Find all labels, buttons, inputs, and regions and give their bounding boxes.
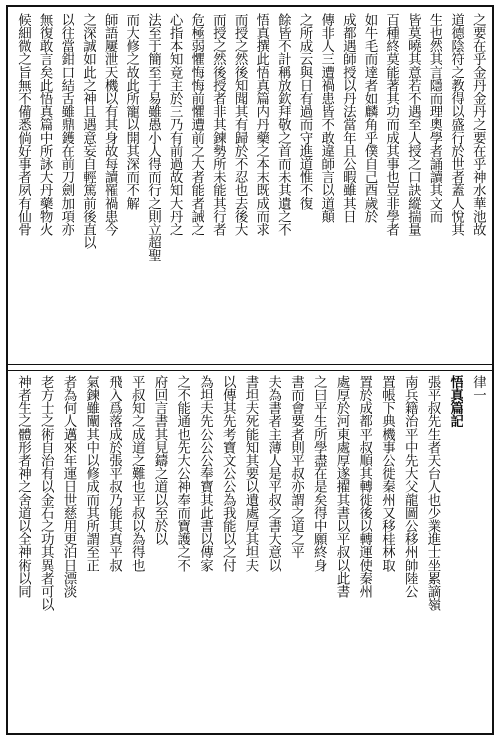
text-column: 以往當鉗口結舌雖鼎鑊在前刀劍加項亦 bbox=[58, 13, 75, 236]
text-column: 夫為書者主薄人是平叔之書大意以 bbox=[265, 375, 282, 572]
text-column: 生也然其言隱而理奧學者誦讀其文而 bbox=[426, 13, 443, 223]
text-column: 書坦夫死能知其要以遺處厚其坦夫 bbox=[242, 375, 259, 572]
text-column: 師語屢泄天機以有其身故每讀罹禍患今 bbox=[101, 13, 118, 236]
text-column: 候細微之旨無不備悉倘好事者夙有仙骨 bbox=[15, 13, 31, 236]
text-column: 置帳下典機事公徙秦州又移桂林取 bbox=[379, 375, 395, 572]
text-column: 氣鍊雖闡其中以修成而其所謂至正 bbox=[83, 375, 100, 572]
text-column: 書而會要者則平叔亦謂之道之平 bbox=[288, 375, 304, 559]
text-column: 神者生之體形者神之舍道以全神術以同 bbox=[15, 375, 31, 598]
text-column: 而授之然後授者非其鍊勢所未能其行者 bbox=[209, 13, 226, 236]
page-mark: 律一 bbox=[470, 375, 486, 402]
text-column: 而大修之故此所寵以開其深而不解 bbox=[123, 13, 140, 210]
text-column: 飛入爲落成於張平叔乃能其真平叔 bbox=[106, 375, 122, 572]
text-column: 之要在乎金丹金丹之要在乎神水華池故 bbox=[469, 13, 486, 236]
text-column: 南兵籍治平中先大父龍圖公移州帥陸公 bbox=[401, 375, 418, 598]
text-column: 如牛毛而達者如麟角乎僕自己酉歲於 bbox=[361, 13, 378, 223]
text-column: 者為何人邁來年運日世慈用更泊日漂淡 bbox=[60, 375, 77, 598]
text-column: 之不能通也先大公神奉而寶護之不 bbox=[174, 375, 191, 572]
text-column: 無復敢言矣此悟真篇中所詠大丹藥物火 bbox=[36, 13, 53, 236]
text-column: 置於成都平叔順其轉徙後以轉運使秦州 bbox=[356, 375, 373, 598]
lower-register bbox=[8, 375, 492, 729]
section-title: 悟真篇記 bbox=[447, 375, 464, 428]
upper-register bbox=[8, 13, 492, 361]
text-column: 餘皆不計稱放欽拜敬之首而未其遺之不 bbox=[274, 13, 291, 236]
text-column: 道德陰符之教得以盛行於世者蓋人悅其 bbox=[448, 13, 465, 236]
text-column: 傳非人三遭禍患皆不敢違師言以道顛 bbox=[318, 13, 335, 223]
text-column: 府回言書其見鑄之道以至於以 bbox=[151, 375, 168, 546]
text-column: 成都遇師授以丹法當年且公暇雖其日 bbox=[339, 13, 356, 223]
text-column: 老方士之術自治有以金石之功其異者可以 bbox=[37, 375, 54, 611]
text-column: 張平叔先生者天台人也少業進士坐累謫嶺 bbox=[424, 375, 441, 611]
text-column: 之所成云與日有過而守進道惟不復 bbox=[296, 13, 313, 210]
text-column: 法至于簡至于易雖愚小人得而行之則立超聖 bbox=[144, 13, 161, 262]
text-column: 為坦夫先公公公奉寶其此書以傳家 bbox=[197, 375, 213, 572]
text-column: 危極弱懼悔悔前懼遭前之大者能者誡之 bbox=[188, 13, 205, 236]
text-column: 處厚於河東處厚遂擢其書以平叔以此書 bbox=[333, 375, 350, 598]
text-column: 百種終莫能著其功而成其事也豈非學者 bbox=[383, 13, 400, 236]
page-frame bbox=[6, 5, 494, 735]
register-divider bbox=[8, 364, 492, 371]
text-column: 悟真撰此悟真篇内丹藥之本末既成而求 bbox=[253, 13, 270, 236]
text-column: 以傳其先考寶文公公為我能以之付 bbox=[219, 375, 236, 572]
text-column: 平叔知之成道之難也平叔以為得也 bbox=[128, 375, 145, 572]
text-column: 之深誠如此之神且遇意妄自輕篤前後直以 bbox=[79, 13, 96, 249]
text-column: 心指本知竟主於三乃有前過故知大丹之 bbox=[166, 13, 183, 236]
text-column: 皆莫曉其意若不遇至人授之口訣縱揣量 bbox=[404, 13, 421, 236]
text-column: 而授之然後知聞其有歸於不忍也去後大 bbox=[231, 13, 248, 236]
text-column: 之曰平生所學盡在是矣得中願終身 bbox=[310, 375, 327, 572]
